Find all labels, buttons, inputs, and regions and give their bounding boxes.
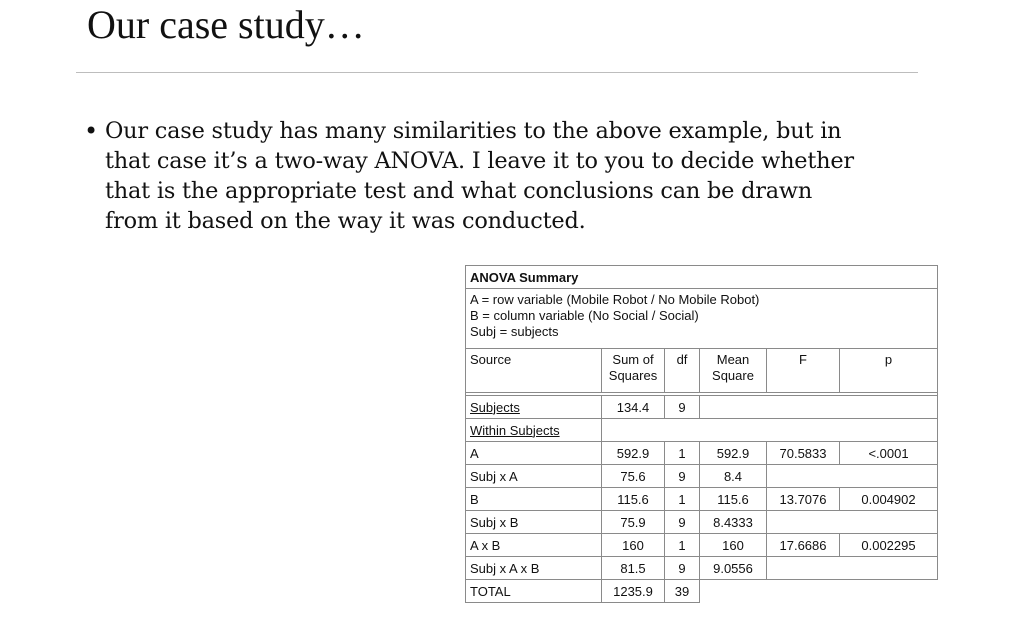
ss-cell: 134.4 [602, 396, 665, 419]
source-cell: A [466, 442, 602, 465]
table-row [466, 396, 938, 419]
bullet-line: Our case study has many similarities to the above example, but in [105, 118, 842, 144]
df-cell: 39 [665, 580, 700, 603]
source-cell: Subjects [466, 396, 602, 419]
df-cell: 9 [665, 511, 700, 534]
ms-cell: 160 [700, 534, 767, 557]
empty-cell [767, 465, 938, 488]
header-p: p [840, 349, 938, 393]
ms-cell: 592.9 [700, 442, 767, 465]
table-row [466, 419, 938, 442]
ss-cell: 75.6 [602, 465, 665, 488]
bullet-line: that case it’s a two-way ANOVA. I leave it to you to decide whether [105, 148, 854, 174]
header-df: df [665, 349, 700, 393]
header-sum-of-squares [602, 349, 665, 393]
header-f: F [767, 349, 840, 393]
ms-cell: 9.0556 [700, 557, 767, 580]
source-cell: Subj x B [466, 511, 602, 534]
ss-cell: 81.5 [602, 557, 665, 580]
table-row [466, 465, 938, 488]
ms-cell: 115.6 [700, 488, 767, 511]
description-line: B = column variable (No Social / Social) [470, 308, 699, 323]
bullet-line: from it based on the way it was conducted. [105, 208, 586, 234]
table-header-row [466, 349, 938, 393]
slide-title: Our case study… [87, 2, 365, 47]
df-cell: 9 [665, 465, 700, 488]
ss-cell: 160 [602, 534, 665, 557]
table-row [466, 534, 938, 557]
f-cell: 17.6686 [767, 534, 840, 557]
df-cell: 9 [665, 396, 700, 419]
df-cell: 1 [665, 488, 700, 511]
ss-cell: 592.9 [602, 442, 665, 465]
ms-cell: 8.4 [700, 465, 767, 488]
title-divider [76, 72, 918, 73]
ss-cell: 115.6 [602, 488, 665, 511]
empty-cell [767, 511, 938, 534]
empty-cell [602, 419, 938, 442]
empty-cell [767, 557, 938, 580]
f-cell: 70.5833 [767, 442, 840, 465]
ss-cell: 1235.9 [602, 580, 665, 603]
f-cell: 13.7076 [767, 488, 840, 511]
empty-cell [700, 580, 938, 603]
ms-cell: 8.4333 [700, 511, 767, 534]
df-cell: 9 [665, 557, 700, 580]
ss-cell: 75.9 [602, 511, 665, 534]
header-ss-line: Sum of [612, 352, 654, 367]
header-ms-line: Square [712, 368, 754, 383]
table-description [466, 289, 938, 349]
bullet-text [105, 116, 920, 236]
p-cell: <.0001 [840, 442, 938, 465]
anova-summary-table [465, 265, 938, 603]
header-source: Source [466, 349, 602, 393]
table-row [466, 511, 938, 534]
source-cell: Subj x A [466, 465, 602, 488]
df-cell: 1 [665, 442, 700, 465]
empty-cell [700, 396, 938, 419]
bullet-line: that is the appropriate test and what conclusions can be drawn [105, 178, 813, 204]
source-cell: Subj x A x B [466, 557, 602, 580]
table-row-total [466, 580, 938, 603]
table-row [466, 488, 938, 511]
description-line: Subj = subjects [470, 324, 559, 339]
source-cell: Within Subjects [466, 419, 602, 442]
header-ms-line: Mean [716, 352, 750, 367]
source-cell: B [466, 488, 602, 511]
p-cell: 0.002295 [840, 534, 938, 557]
table-row [466, 557, 938, 580]
header-mean-square [700, 349, 767, 393]
source-cell: TOTAL [466, 580, 602, 603]
df-cell: 1 [665, 534, 700, 557]
table-row [466, 442, 938, 465]
bullet-dot-icon: • [84, 117, 99, 145]
source-cell: A x B [466, 534, 602, 557]
p-cell: 0.004902 [840, 488, 938, 511]
header-ss-line: Squares [608, 368, 658, 383]
table-title: ANOVA Summary [466, 266, 938, 289]
description-line: A = row variable (Mobile Robot / No Mobile Robot) [470, 292, 760, 307]
